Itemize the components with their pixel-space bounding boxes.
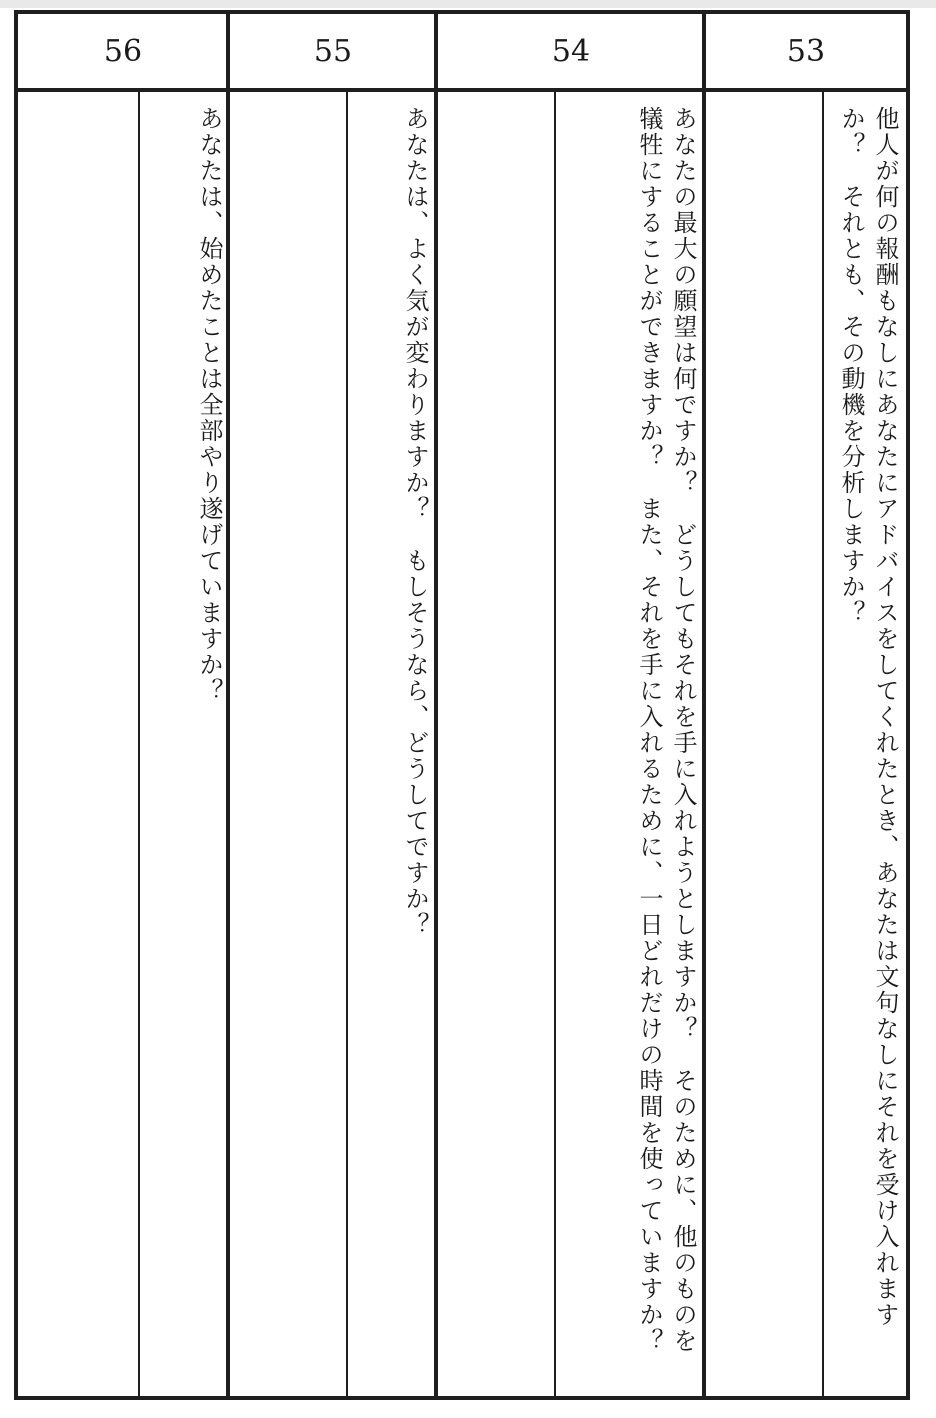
question-column-54 [438, 14, 704, 1396]
question-body [438, 92, 704, 1396]
question-body [706, 92, 906, 1396]
top-strip [0, 0, 936, 8]
answer-area[interactable] [230, 92, 348, 1396]
question-text: 他人が何の報酬もなしにあなたにアドバイスをしてくれたとき、あなたは文句なしにそれを受け入れますか？ それとも、その動機を分析しますか？ [837, 106, 899, 1328]
question-number: 55 [230, 14, 436, 92]
question-number: 53 [706, 14, 906, 92]
question-body [230, 92, 436, 1396]
question-table [14, 10, 910, 1400]
question-column-55 [230, 14, 436, 1396]
question-text: あなたは、始めたことは全部やり遂げていますか？ [195, 106, 223, 704]
question-text: あなたは、よく気が変わりますか？ もしそうなら、どうしてですか？ [401, 106, 429, 938]
question-number: 56 [18, 14, 228, 92]
question-column-53 [706, 14, 906, 1396]
answer-area[interactable] [706, 92, 824, 1396]
question-text: あなたの最大の願望は何ですか？ どうしてもそれを手に入れようとしますか？ そのために、他のものを犠牲にすることができますか？ また、それを手に入れるために、一日どれだけの時間を使っていますか？ [635, 106, 697, 1354]
answer-area[interactable] [438, 92, 556, 1396]
question-body [18, 92, 228, 1396]
question-number: 54 [438, 14, 704, 92]
question-column-56 [18, 14, 228, 1396]
answer-area[interactable] [18, 92, 140, 1396]
